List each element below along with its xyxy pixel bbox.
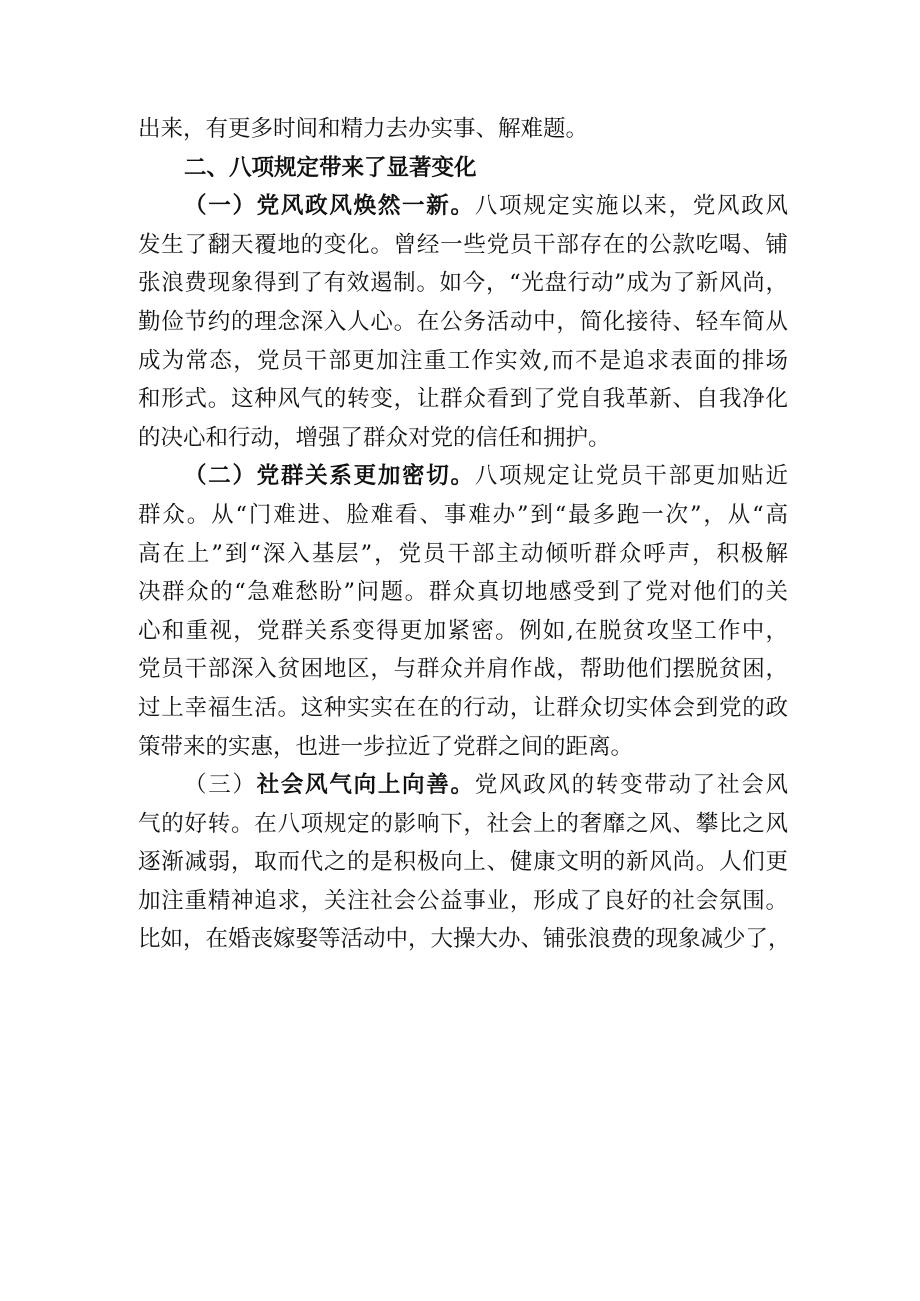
paragraph-2-first-line [138,457,788,496]
text-line: 高在上”到“深入基层”，党员干部主动倾听群众呼声，积极解 [138,540,788,567]
text-line: 心和重视，党群关系变得更加紧密。例如,在脱贫攻坚工作中， [138,617,788,644]
text-line: 发生了翻天覆地的变化。曾经一些党员干部存在的公款吃喝、铺 [138,231,788,258]
text-line: 比如，在婚丧嫁娶等活动中，大操大办、铺张浪费的现象减少了， [138,926,791,953]
text-line: 决群众的“急难愁盼”问题。群众真切地感受到了党对他们的关 [138,579,788,606]
paragraph-3-number: （三） [184,772,257,799]
paragraph-3-text: 党风政风的转变带动了社会风 [474,772,788,799]
text-line: 成为常态，党员干部更加注重工作实效,而不是追求表面的排场 [138,347,788,374]
text-line: 逐渐减弱，取而代之的是积极向上、健康文明的新风尚。人们更 [138,849,788,876]
paragraph-3-heading: 社会风气向上向善。 [256,772,475,799]
document-body [138,110,791,959]
text-line: 的决心和行动，增强了群众对党的信任和拥护。 [138,424,611,451]
text-line: 气的好转。在八项规定的影响下，社会上的奢靡之风、攀比之风 [138,810,788,837]
text-line: 出来，有更多时间和精力去办实事、解难题。 [138,116,589,142]
text-line: 策带来的实惠，也进一步拉近了党群之间的距离。 [138,733,634,760]
text-line: 和形式。这种风气的转变，让群众看到了党自我革新、自我净化 [138,386,788,413]
text-line: 党员干部深入贫困地区，与群众并肩作战，帮助他们摆脱贫困， [138,656,788,683]
paragraph-1-heading: （一）党风政风焕然一新。 [184,193,475,220]
text-line: 群众。从“门难进、脸难看、事难办”到“最多跑一次”，从“高 [138,501,788,528]
paragraph-1-text: 八项规定实施以来，党风政风 [474,193,788,220]
paragraph-3-first-line [138,766,788,805]
text-line: 张浪费现象得到了有效遏制。如今，“光盘行动”成为了新风尚， [138,270,788,297]
text-line: 过上幸福生活。这种实实在在的行动，让群众切实体会到党的政 [138,694,788,721]
section-heading: 二、八项规定带来了显著变化 [184,154,477,181]
text-line: 勤俭节约的理念深入人心。在公务活动中，简化接待、轻车简从 [138,308,788,335]
paragraph-2-text: 八项规定让党员干部更加贴近 [474,463,788,490]
paragraph-2-heading: （二）党群关系更加密切。 [184,463,475,490]
paragraph-1-first-line [138,187,788,226]
text-line: 加注重精神追求，关注社会公益事业，形成了良好的社会氛围。 [138,887,788,914]
